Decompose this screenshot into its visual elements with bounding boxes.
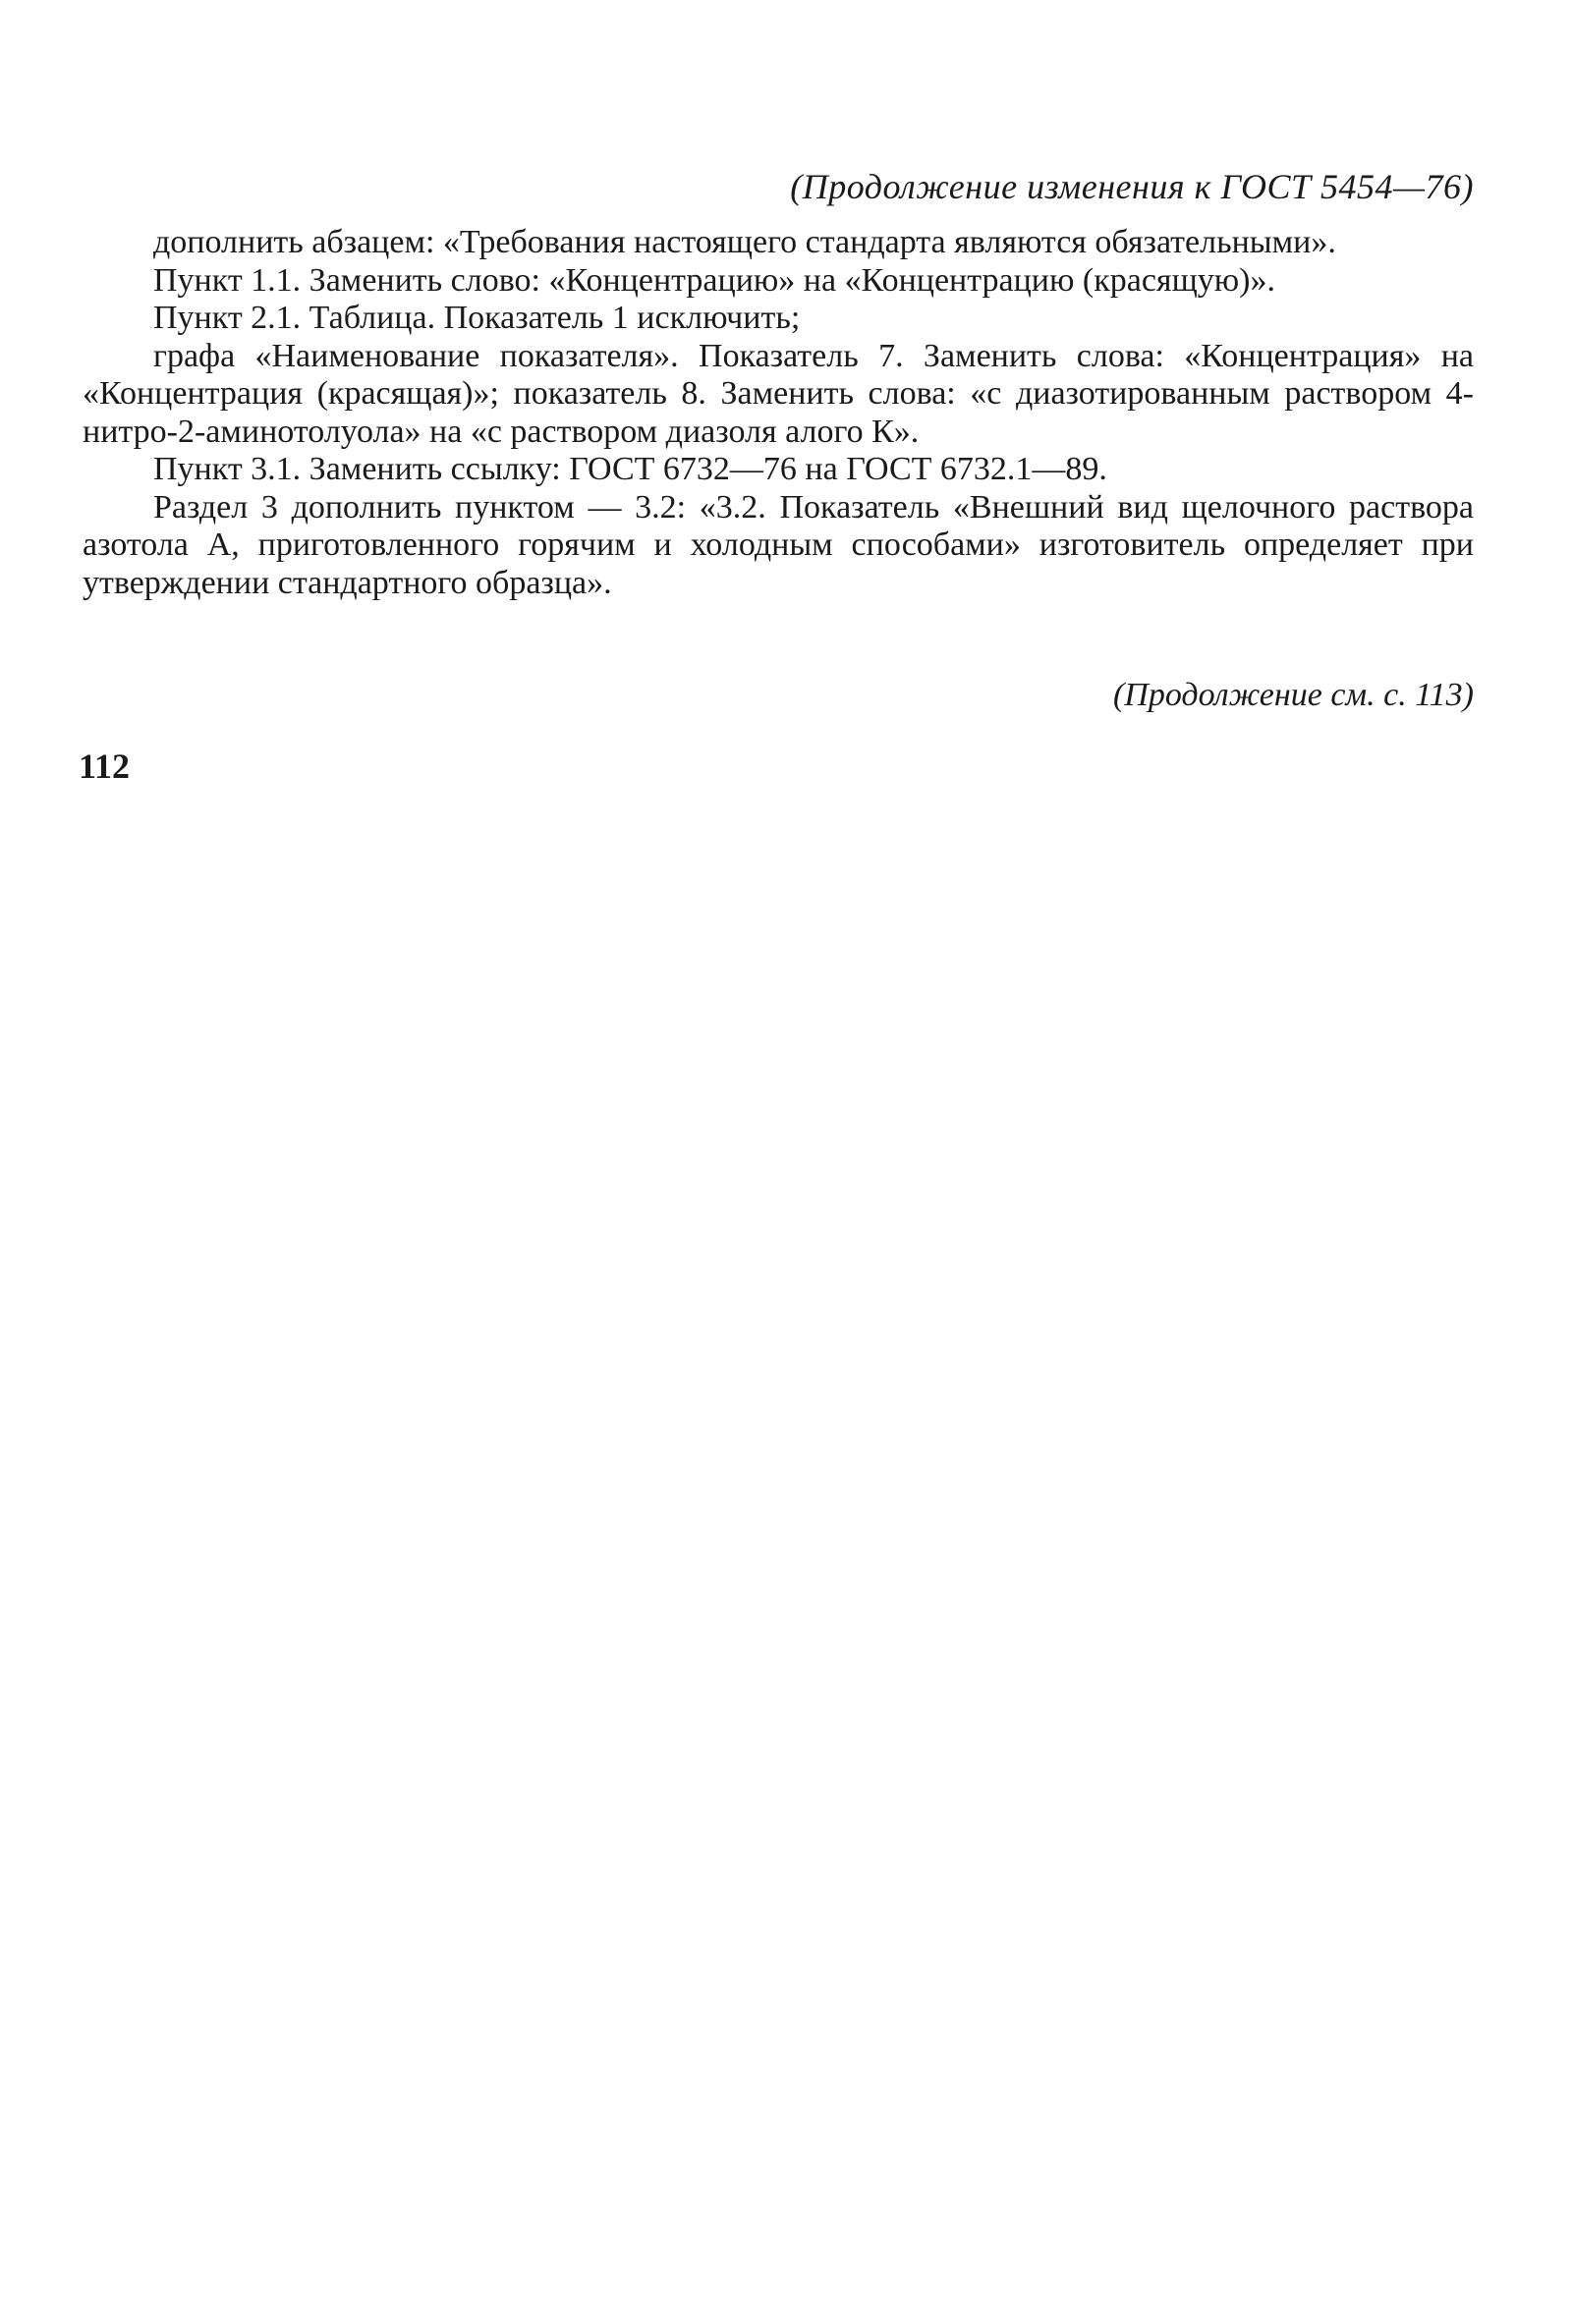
amendment-text: [83, 224, 1474, 602]
paragraph-indicator-column: графа «Наименование показателя». Показатель 7. Заменить слова: «Концентрация» на «Концентрация (красящая)»; показатель 8. Заменить слова: «с диазотированным раствором 4-нитро-2-аминотолуола» на «с раствором диазоля алого К».: [83, 337, 1474, 450]
page-number: 112: [79, 747, 131, 786]
paragraph-mandatory-requirements: дополнить абзацем: «Требования настоящего стандарта являются обязательными».: [153, 224, 1336, 260]
paragraph-section-3-addition: Раздел 3 дополнить пунктом — 3.2: «3.2. Показатель «Внешний вид щелочного раствора азотола А, приготовленного горячим и холодным способами» изготовитель определяет при утверждении стандартного образца».: [83, 488, 1474, 601]
paragraph-item-3-1: Пункт 3.1. Заменить ссылку: ГОСТ 6732—76 на ГОСТ 6732.1—89.: [153, 451, 1107, 487]
paragraph-item-2-1: Пункт 2.1. Таблица. Показатель 1 исключить;: [153, 300, 801, 336]
paragraph-item-1-1: Пункт 1.1. Заменить слово: «Концентрацию» на «Концентрацию (красящую)».: [153, 261, 1275, 299]
running-header: (Продолжение изменения к ГОСТ 5454—76): [790, 167, 1474, 206]
continuation-note: (Продолжение см. с. 113): [1112, 677, 1474, 713]
